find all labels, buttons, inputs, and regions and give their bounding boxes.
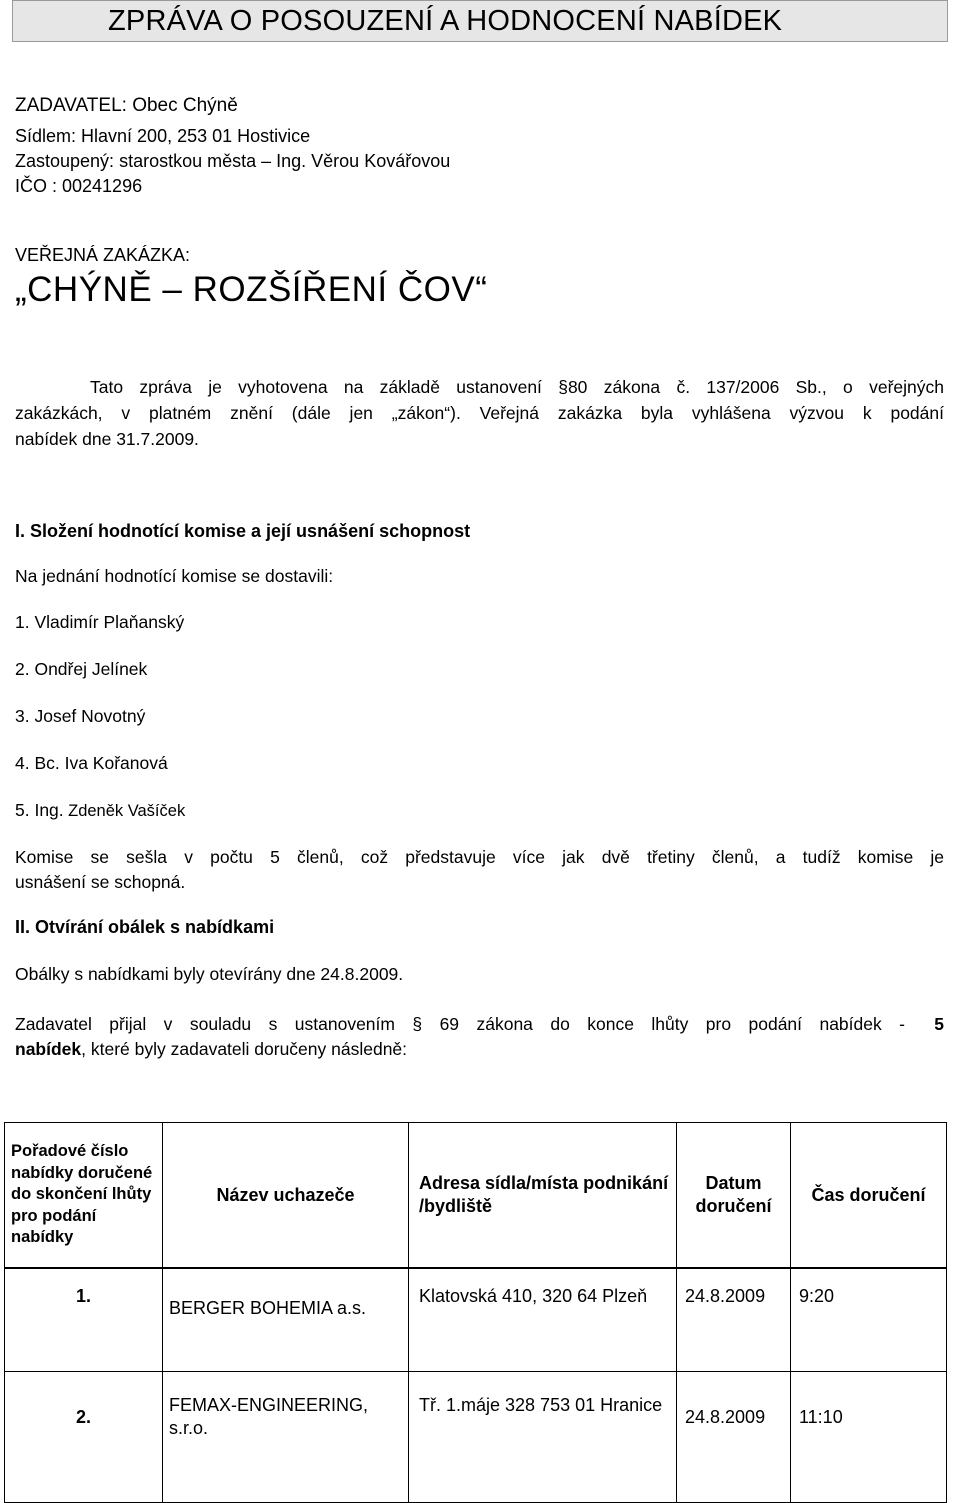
row-number: 1. — [5, 1269, 163, 1372]
opened-line: Obálky s nabídkami byly otevírány dne 24.8.2009. — [15, 964, 404, 984]
header-order-number: Pořadové číslo nabídky doručené do skončení lhůty pro podání nabídky — [5, 1123, 163, 1268]
offers-table — [4, 1122, 947, 1503]
member-item: 4. Bc. Iva Kořanová — [15, 753, 168, 773]
quorum-line-1: Komise se sešla v počtu 5 členů, což představuje více jak dvě třetiny členů, a tudíž komise je — [15, 847, 944, 867]
intro-line-2: zakázkách, v platném znění (dále jen „zákon“). Veřejná zakázka byla vyhlášena výzvou k podání — [15, 403, 944, 423]
header-date: Datum doručení — [677, 1123, 791, 1268]
received-line-2 — [15, 1039, 407, 1060]
section-1-heading: I. Složení hodnotící komise a její usnášení schopnost — [15, 521, 471, 541]
received-bold: nabídek — [15, 1039, 82, 1059]
sidlo-line: Sídlem: Hlavní 200, 253 01 Hostivice — [15, 126, 311, 146]
report-title: ZPRÁVA O POSOUZENÍ A HODNOCENÍ NABÍDEK — [108, 5, 783, 37]
row-date: 24.8.2009 — [677, 1372, 791, 1503]
intro-line-3: nabídek dne 31.7.2009. — [15, 429, 199, 449]
member-item: 3. Josef Novotný — [15, 706, 146, 726]
received-rest: , které byly zadavateli doručeny následně: — [81, 1039, 408, 1059]
quorum-line-2: usnášení se schopná. — [15, 872, 186, 892]
row-address: Klatovská 410, 320 64 Plzeň — [409, 1269, 677, 1372]
section-2-heading: II. Otvírání obálek s nabídkami — [15, 917, 275, 937]
intro-line-1: Tato zpráva je vyhotovena na základě ustanovení §80 zákona č. 137/2006 Sb., o veřejných — [90, 377, 944, 397]
header-address — [409, 1123, 677, 1268]
ico-line: IČO : 00241296 — [15, 176, 143, 196]
row-bidder-name: FEMAX-ENGINEERING, s.r.o. — [163, 1372, 409, 1503]
member-5-name: Zdeněk Vašíček — [68, 802, 186, 820]
row-date: 24.8.2009 — [677, 1269, 791, 1372]
header-bidder-name: Název uchazeče — [163, 1123, 409, 1268]
row-time: 9:20 — [791, 1269, 947, 1372]
table-row — [5, 1269, 947, 1372]
header-time: Čas doručení — [791, 1123, 947, 1268]
member-item-5 — [15, 800, 185, 821]
table-row — [5, 1372, 947, 1503]
member-item: 1. Vladimír Plaňanský — [15, 612, 185, 632]
row-address: Tř. 1.máje 328 753 01 Hranice — [409, 1372, 677, 1503]
zastoupeny-line: Zastoupený: starostkou města – Ing. Věrou Kovářovou — [15, 151, 451, 171]
row-time: 11:10 — [791, 1372, 947, 1503]
table-header-row — [5, 1123, 947, 1268]
header-address-text: Adresa sídla/místa podnikání /bydliště — [419, 1173, 669, 1216]
contract-label: VEŘEJNÁ ZAKÁZKA: — [15, 245, 191, 265]
report-title-banner — [12, 0, 948, 42]
received-line-1 — [15, 1014, 944, 1035]
received-text: Zadavatel přijal v souladu s ustanovením § 69 zákona do konce lhůty pro podání nabídek - — [15, 1014, 905, 1034]
section-1-lead: Na jednání hodnotící komise se dostavili: — [15, 566, 334, 586]
member-item: 2. Ondřej Jelínek — [15, 659, 148, 679]
zadavatel-line: ZADAVATEL: Obec Chýně — [15, 95, 238, 116]
received-count: 5 — [934, 1014, 944, 1034]
contract-name: „CHÝNĚ – ROZŠÍŘENÍ ČOV“ — [15, 270, 488, 309]
row-number: 2. — [5, 1372, 163, 1503]
member-5-prefix: 5. Ing. — [15, 800, 64, 820]
row-bidder-name: BERGER BOHEMIA a.s. — [163, 1269, 409, 1372]
